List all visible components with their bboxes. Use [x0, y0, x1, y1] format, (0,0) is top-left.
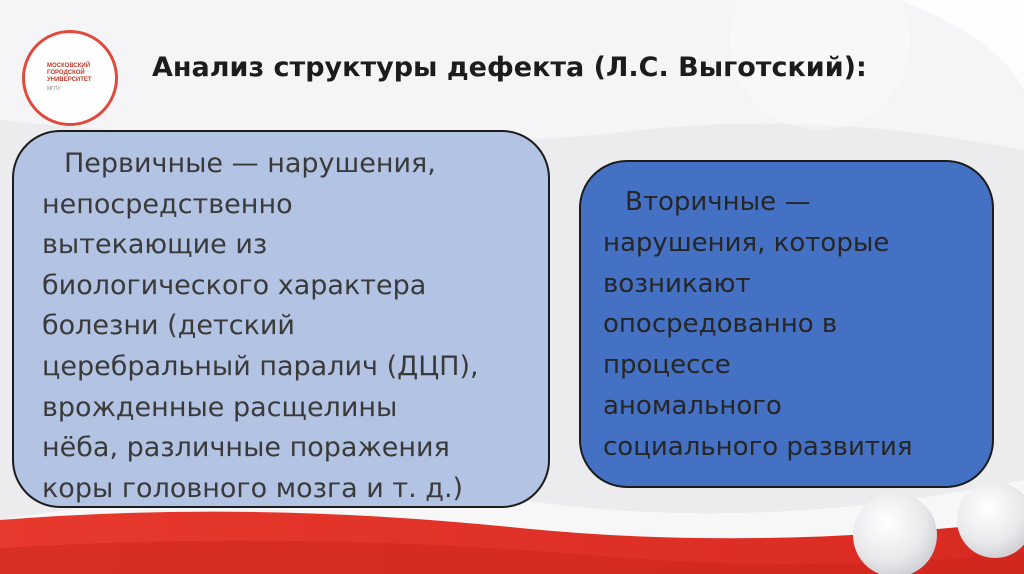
university-logo: [22, 30, 118, 126]
secondary-defects-text: [603, 182, 992, 468]
primary-defects-box: [12, 130, 550, 508]
logo-line: МОСКОВСКИЙ: [47, 63, 91, 69]
text-line: церебральный паралич (ДЦП),: [42, 350, 479, 382]
text-line: болезни (детский: [42, 310, 295, 342]
logo-line: УНИВЕРСИТЕТ: [47, 77, 92, 83]
logo-text: [47, 63, 93, 93]
text-line: Первичные — нарушения,: [64, 148, 436, 179]
text-line: коры головного мозга и т. д.): [42, 472, 464, 504]
text-line: нарушения, которые: [603, 227, 890, 258]
logo-line: ГОРОДСКОЙ: [47, 70, 85, 76]
text-line: опосредованно в: [603, 309, 838, 340]
text-line: возникают: [603, 268, 751, 299]
text-line: процессе: [603, 350, 731, 381]
text-line: Вторичные —: [625, 187, 811, 217]
secondary-defects-box: [579, 160, 994, 488]
text-line: вытекающие из: [42, 229, 268, 261]
slide-title: Анализ структуры дефекта (Л.С. Выготский):: [152, 52, 867, 83]
logo-subtitle: МГПУ: [47, 86, 61, 92]
primary-defects-text: [42, 144, 548, 509]
text-line: биологического характера: [42, 269, 427, 301]
text-line: социального развития: [603, 431, 913, 462]
text-line: врожденные расщелины: [42, 391, 398, 423]
text-line: нёба, различные поражения: [42, 432, 450, 464]
text-line: аномального: [603, 390, 782, 421]
text-line: непосредственно: [42, 188, 293, 220]
